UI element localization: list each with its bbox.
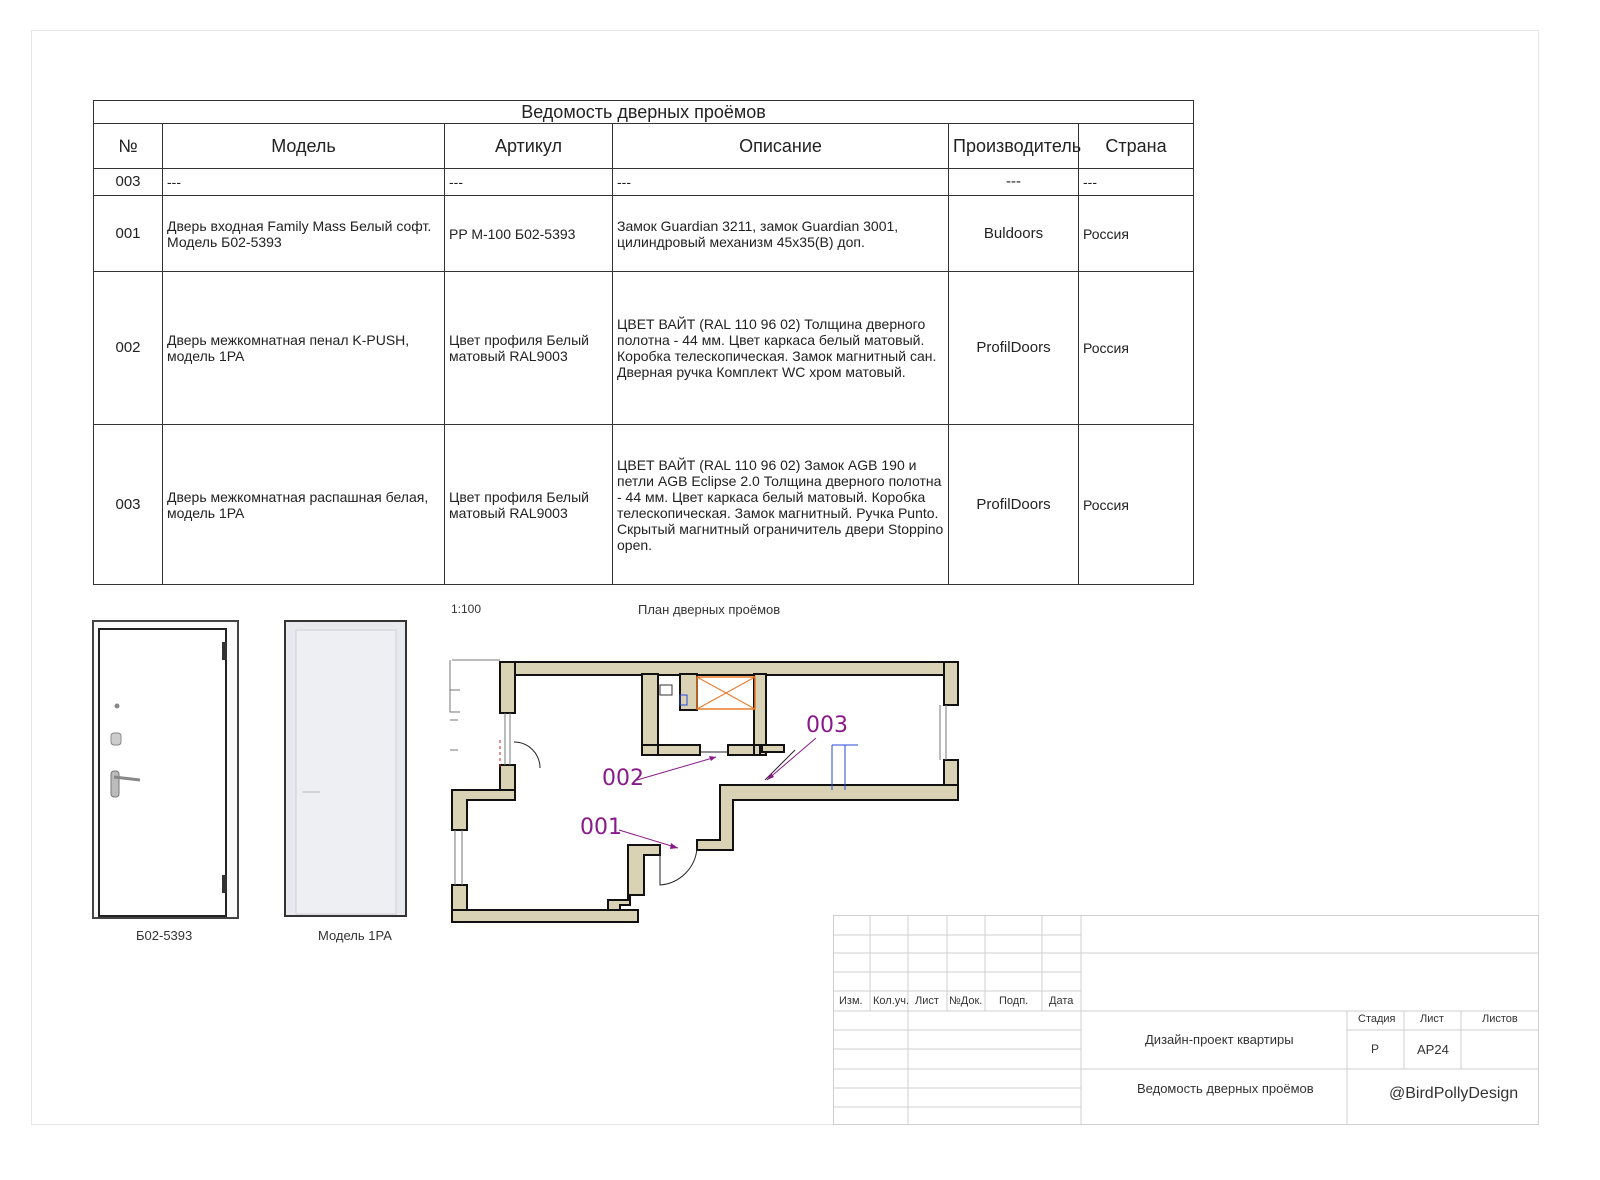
- cell-manufacturer: ProfilDoors: [949, 272, 1079, 425]
- tb-sheet-label: Лист: [1420, 1013, 1444, 1025]
- tb-sheets-label: Листов: [1482, 1013, 1518, 1025]
- cell-number: 003: [94, 169, 163, 196]
- interior-door-image: [284, 620, 408, 918]
- cell-country: Россия: [1079, 196, 1194, 272]
- tb-stage-label: Стадия: [1358, 1013, 1396, 1025]
- column-header-article: Артикул: [445, 124, 613, 169]
- cell-description: ---: [613, 169, 949, 196]
- column-header-manufacturer: Производитель: [949, 124, 1079, 169]
- tb-header-list: Лист: [915, 995, 939, 1007]
- title-block: [833, 915, 1539, 1125]
- plan-tag-002: 002: [602, 766, 644, 791]
- tb-sheet: AP24: [1417, 1042, 1449, 1057]
- cell-description: ЦВЕТ ВАЙТ (RAL 110 96 02) Толщина дверного полотна - 44 мм. Цвет каркаса белый матовый. Коробка телескопическая. Замок магнитный сан. Дверная ручка Комплект WC хром матовый.: [613, 272, 949, 425]
- door1-caption: Б02-5393: [136, 928, 193, 943]
- cell-model: Дверь межкомнатная пенал K-PUSH, модель 1PA: [163, 272, 445, 425]
- cell-model: Дверь межкомнатная распашная белая, модель 1PA: [163, 425, 445, 585]
- tb-header-sign: Подп.: [999, 995, 1029, 1007]
- cell-model: Дверь входная Family Mass Белый софт. Модель Б02-5393: [163, 196, 445, 272]
- tb-project: Дизайн-проект квартиры: [1145, 1032, 1294, 1047]
- tb-stage: Р: [1371, 1042, 1380, 1056]
- cell-model: ---: [163, 169, 445, 196]
- column-header-description: Описание: [613, 124, 949, 169]
- tb-sheet-title: Ведомость дверных проёмов: [1137, 1081, 1314, 1096]
- plan-scale: 1:100: [451, 602, 482, 616]
- cell-number: 003: [94, 425, 163, 585]
- cell-article: ---: [445, 169, 613, 196]
- table-row: [94, 196, 1194, 272]
- tb-header-date: Дата: [1049, 995, 1074, 1007]
- cell-description: Замок Guardian 3211, замок Guardian 3001, цилиндровый механизм 45x35(B) доп.: [613, 196, 949, 272]
- cell-manufacturer: Buldoors: [949, 196, 1079, 272]
- cell-article: Цвет профиля Белый матовый RAL9003: [445, 272, 613, 425]
- column-header-number: №: [94, 124, 163, 169]
- table-header-row: [94, 124, 1194, 169]
- tb-author: @BirdPollyDesign: [1389, 1085, 1519, 1102]
- cell-manufacturer: ProfilDoors: [949, 425, 1079, 585]
- cell-number: 002: [94, 272, 163, 425]
- tb-header-doc: №Док.: [949, 995, 983, 1007]
- column-header-model: Модель: [163, 124, 445, 169]
- table-title: Ведомость дверных проёмов: [94, 101, 1194, 124]
- cell-country: ---: [1079, 169, 1194, 196]
- table-row: [94, 272, 1194, 425]
- cell-manufacturer: ---: [949, 169, 1079, 196]
- plan-title: План дверных проёмов: [638, 602, 781, 617]
- cell-description: ЦВЕТ ВАЙТ (RAL 110 96 02) Замок AGB 190 и петли AGB Eclipse 2.0 Толщина дверного полотна - 44 мм. Цвет каркаса белый матовый. Коробка телескопическая. Замок магнитный. Ручка Punto. Скрытый магнитный ограничитель двери Stoppino open.: [613, 425, 949, 585]
- cell-country: Россия: [1079, 425, 1194, 585]
- column-header-country: Страна: [1079, 124, 1194, 169]
- door-plan-drawing: [440, 650, 970, 930]
- cell-article: PP M-100 Б02-5393: [445, 196, 613, 272]
- tb-header-izm: Изм.: [839, 995, 863, 1007]
- cell-number: 001: [94, 196, 163, 272]
- plan-tag-003: 003: [806, 713, 848, 738]
- cell-country: Россия: [1079, 272, 1194, 425]
- tb-header-kol: Кол.уч.: [873, 995, 910, 1007]
- table-row: [94, 169, 1194, 196]
- entrance-door-image: [92, 620, 240, 920]
- door-schedule-table: [93, 100, 1194, 585]
- table-row: [94, 425, 1194, 585]
- cell-article: Цвет профиля Белый матовый RAL9003: [445, 425, 613, 585]
- door2-caption: Модель 1PA: [318, 928, 392, 943]
- plan-tag-001: 001: [580, 815, 622, 840]
